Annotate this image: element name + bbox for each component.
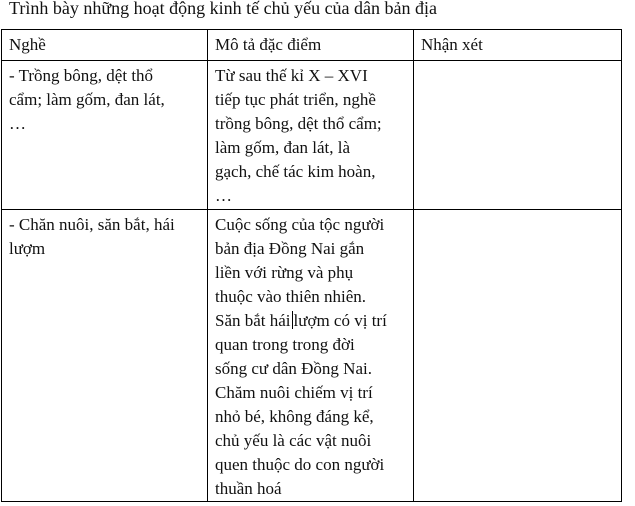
- header-occupation-text: Nghề: [9, 35, 46, 54]
- occupation-cell[interactable]: [2, 210, 208, 502]
- header-cell-occupation[interactable]: [2, 30, 208, 61]
- occupation-text: - Trồng bông, dệt thổ cẩm; làm gốm, đan lát, …: [9, 66, 165, 133]
- description-cell[interactable]: [207, 61, 413, 210]
- description-text-after-cursor: lượm có vị trí quan trong trong đời sống cư dân Đồng Nai. Chăm nuôi chiếm vị trí nhỏ bé, không đáng kể, chủ yếu là các vật nuôi quen thuộc do con người thuần hoá: [214, 311, 387, 498]
- table-row: [2, 210, 622, 502]
- table-row: [2, 61, 622, 210]
- document-heading: Trình bày những hoạt động kinh tế chủ yếu của dân bản địa: [9, 0, 438, 18]
- description-text: Từ sau thế kỉ X – XVI tiếp tục phát triển, nghề trồng bông, dệt thổ cẩm; làm gốm, đan lát, là gạch, chế tác kim hoàn, …: [214, 66, 382, 205]
- comment-text: [414, 210, 621, 213]
- description-text-before-cursor: Cuộc sống của tộc người bản địa Đồng Nai gắn liền với rừng và phụ thuộc vào thiên nhiên. Săn bắt hái: [214, 215, 385, 330]
- header-cell-description[interactable]: [207, 30, 413, 61]
- activities-table: [1, 29, 622, 502]
- comment-cell[interactable]: [413, 210, 621, 502]
- description-text: [208, 210, 413, 501]
- occupation-text: - Chăn nuôi, săn bắt, hái lượm: [9, 215, 175, 258]
- header-description-text: Mô tả đặc điểm: [214, 35, 322, 54]
- comment-cell[interactable]: [413, 61, 621, 210]
- occupation-cell[interactable]: [2, 61, 208, 210]
- header-comment-text: Nhận xét: [420, 35, 483, 54]
- table-header-row: [2, 30, 622, 61]
- description-cell[interactable]: [207, 210, 413, 502]
- header-cell-comment[interactable]: [413, 30, 621, 61]
- text-cursor: [292, 311, 293, 329]
- comment-text: [414, 61, 621, 64]
